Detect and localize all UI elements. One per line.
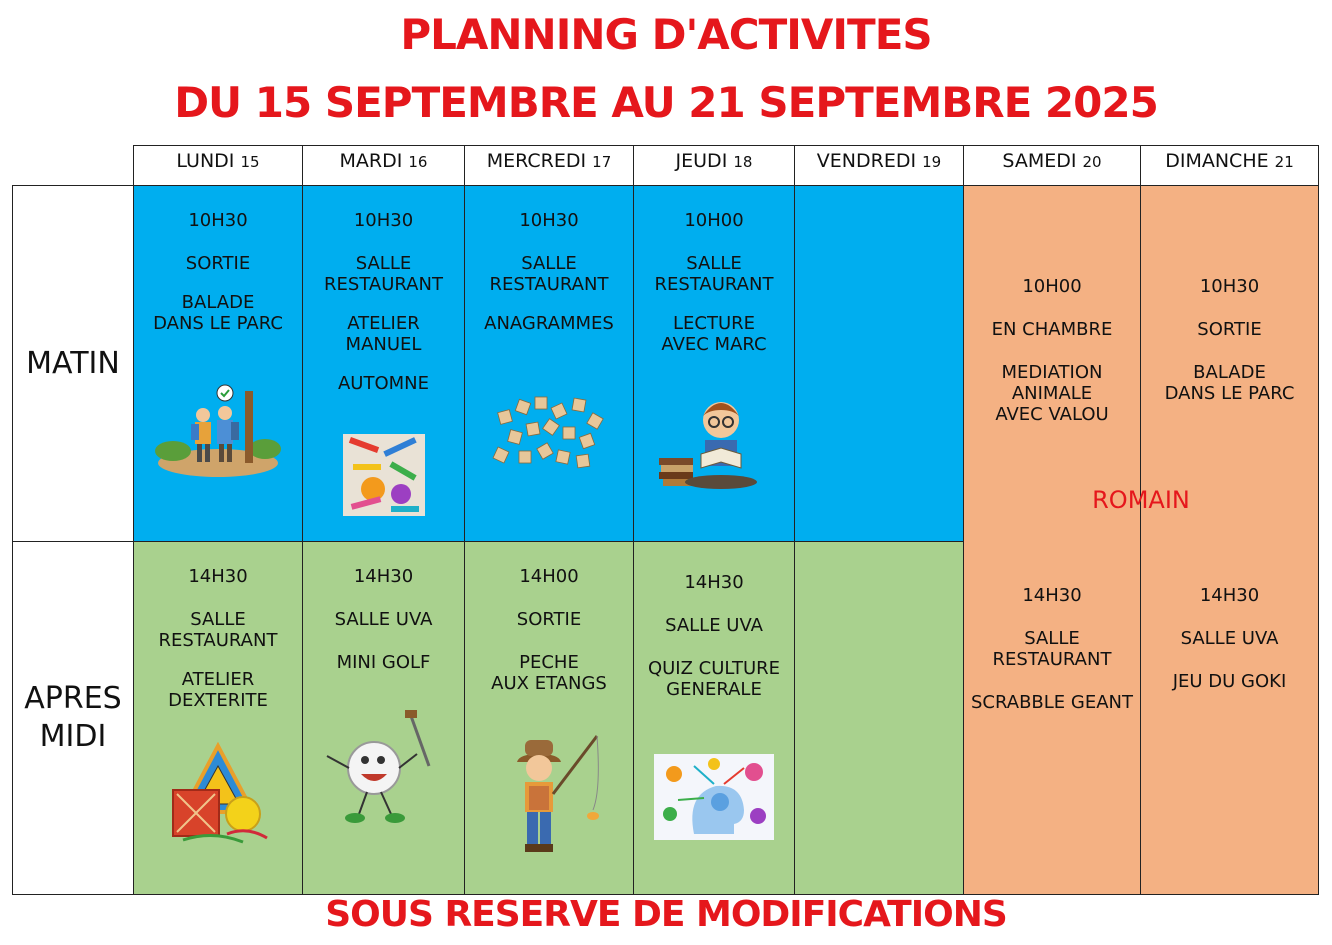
activity-time: 10H00 (1022, 276, 1082, 297)
activity-extra: AUTOMNE (337, 373, 430, 394)
header-lundi (133, 145, 303, 186)
afternoon-mercredi (464, 541, 634, 895)
reading-boy-icon (649, 398, 779, 490)
activity-place: SORTIE (516, 609, 582, 630)
activity-time: 10H30 (1199, 276, 1260, 297)
activity-place: SORTIE (185, 253, 251, 274)
afternoon-vendredi (794, 541, 964, 895)
activity-time: 10H30 (519, 210, 579, 231)
day-number: 19 (922, 153, 942, 171)
letter-tiles-icon (489, 391, 609, 476)
activity-place: SALLE UVA (665, 615, 763, 636)
day-number: 20 (1082, 153, 1102, 171)
dexterity-toys-icon (163, 742, 273, 847)
activity-time: 10H30 (353, 210, 414, 231)
afternoon-jeudi (633, 541, 795, 895)
activity-time: 14H30 (353, 566, 414, 587)
morning-mardi (302, 185, 465, 542)
activity-time: 14H30 (1199, 585, 1260, 606)
day-number: 18 (733, 153, 753, 171)
day-name: SAMEDI (1002, 150, 1077, 172)
activity-name: PECHE AUX ETANGS (491, 652, 607, 694)
activity-name: MEDIATION ANIMALE AVEC VALOU (995, 362, 1109, 425)
activity-time: 10H00 (684, 210, 744, 231)
title-line-1: PLANNING D'ACTIVITES (400, 10, 932, 59)
brain-ideas-icon (654, 754, 774, 840)
activity-time: 14H00 (519, 566, 579, 587)
activity-place: SALLE RESTAURANT (654, 253, 774, 295)
activity-place: SALLE UVA (1180, 628, 1279, 649)
afternoon-mardi (302, 541, 465, 895)
row-label-apres-midi (12, 541, 134, 895)
morning-mercredi (464, 185, 634, 542)
header-samedi (963, 145, 1141, 186)
header-mercredi (464, 145, 634, 186)
header-dimanche (1140, 145, 1319, 186)
day-name: MERCREDI (486, 150, 587, 172)
day-number: 17 (592, 153, 612, 171)
activity-time: 14H30 (1022, 585, 1082, 606)
activity-place: SALLE RESTAURANT (489, 253, 609, 295)
afternoon-dimanche (1140, 541, 1319, 895)
weekend-staff-name: ROMAIN (1092, 486, 1190, 514)
afternoon-lundi (133, 541, 303, 895)
activity-name: SCRABBLE GEANT (971, 692, 1133, 713)
morning-lundi (133, 185, 303, 542)
art-supplies-icon (343, 434, 425, 516)
row-label-text: APRES MIDI (24, 681, 122, 754)
day-name: DIMANCHE (1165, 150, 1269, 172)
afternoon-samedi (963, 541, 1141, 895)
header-jeudi (633, 145, 795, 186)
activity-name: LECTURE AVEC MARC (661, 313, 767, 355)
activity-name: ANAGRAMMES (484, 313, 614, 334)
activity-time: 10H30 (188, 210, 248, 231)
activity-name: BALADE DANS LE PARC (153, 292, 283, 334)
activity-time: 14H30 (684, 572, 744, 593)
fisher-boy-icon (489, 730, 609, 868)
day-number: 15 (240, 153, 260, 171)
activity-name: MINI GOLF (336, 652, 431, 673)
activity-name: JEU DU GOKI (1172, 671, 1287, 692)
footer-note: SOUS RESERVE DE MODIFICATIONS (325, 894, 1007, 935)
day-number: 16 (408, 153, 428, 171)
activity-place: EN CHAMBRE (991, 319, 1113, 340)
activity-name: QUIZ CULTURE GENERALE (647, 658, 781, 700)
header-vendredi (794, 145, 964, 186)
hikers-icon (153, 381, 283, 481)
header-mardi (302, 145, 465, 186)
activity-place: SALLE RESTAURANT (992, 628, 1112, 670)
golf-ball-icon (319, 706, 449, 836)
activity-time: 14H30 (188, 566, 248, 587)
day-name: JEUDI (675, 150, 728, 172)
activity-place: SORTIE (1197, 319, 1262, 340)
activity-name: ATELIER MANUEL (345, 313, 422, 355)
activity-place: SALLE RESTAURANT (158, 609, 278, 651)
day-name: LUNDI (176, 150, 235, 172)
row-label-matin (12, 185, 134, 542)
day-name: VENDREDI (816, 150, 917, 172)
morning-jeudi (633, 185, 795, 542)
row-label-text: MATIN (26, 345, 120, 381)
activity-place: SALLE RESTAURANT (324, 253, 443, 295)
title-line-2: DU 15 SEPTEMBRE AU 21 SEPTEMBRE 2025 (174, 78, 1158, 127)
day-name: MARDI (339, 150, 403, 172)
activity-name: BALADE DANS LE PARC (1164, 362, 1295, 404)
activity-place: SALLE UVA (334, 609, 433, 630)
activity-name: ATELIER DEXTERITE (168, 669, 268, 711)
day-number: 21 (1274, 153, 1294, 171)
morning-vendredi (794, 185, 964, 542)
